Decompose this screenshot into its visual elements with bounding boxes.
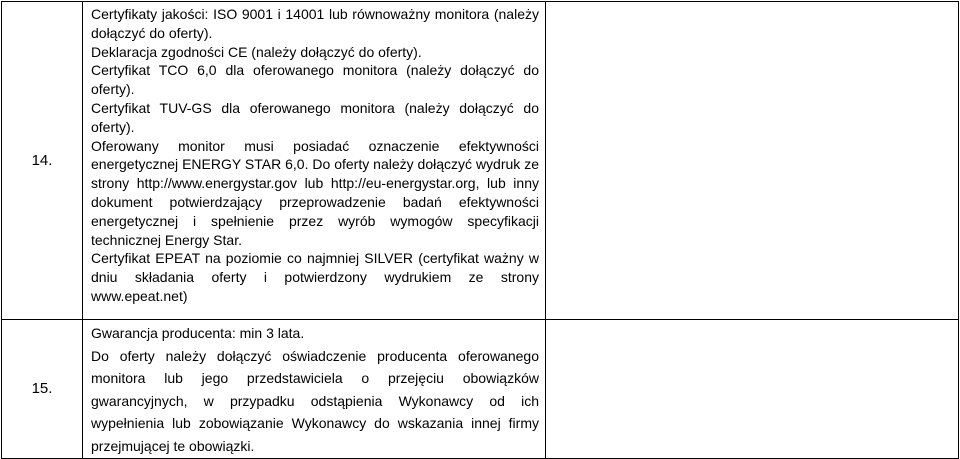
table-row	[2, 320, 959, 459]
requirements-cell	[83, 2, 546, 320]
table-row	[2, 2, 959, 320]
requirements-cell	[83, 320, 546, 459]
specification-table	[1, 1, 959, 459]
ce-declaration-text: Deklaracja zgodności CE (należy dołączyć do oferty).	[91, 43, 422, 60]
offer-cell[interactable]	[546, 2, 959, 320]
row-number: 15.	[2, 320, 83, 459]
tuv-gs-certificate-text: Certyfikat TUV-GS dla oferowanego monitora (należy dołączyć do oferty).	[91, 99, 539, 135]
tco-certificate-text: Certyfikat TCO 6,0 dla oferowanego monitora (należy dołączyć do oferty).	[91, 62, 539, 98]
iso-certificate-text: Certyfikaty jakości: ISO 9001 i 14001 lub równoważny monitora (należy dołączyć do oferty).	[91, 6, 539, 41]
energy-star-text: Oferowany monitor musi posiadać oznaczenie efektywności energetycznej ENERGY STAR 6,0. Do oferty należy dołączyć wydruk ze strony http://www.energystar.gov lub http://eu-energystar.org, lub inny dokument potwierdzający przeprowadzenie badań efektywności energetycznej i spełnienie przez wyrób wymogów specyfikacji technicznej Energy Star.	[91, 137, 539, 248]
offer-cell[interactable]	[546, 320, 959, 459]
warranty-text: Gwarancja producenta: min 3 lata.	[91, 325, 305, 341]
warranty-statement-text: Do oferty należy dołączyć oświadczenie producenta oferowanego monitora lub jego przedstawiciela o przejęciu obowiązków gwarancyjnych, w przypadku odstąpienia Wykonawcy od ich wypełnienia lub zobowiązanie Wykonawcy do wskazania innej firmy przejmującej te obowiązki.	[91, 347, 539, 454]
row-number: 14.	[2, 2, 83, 320]
epeat-certificate-text: Certyfikat EPEAT na poziomie co najmniej SILVER (certyfikat ważny w dniu składania oferty i potwierdzony wydrukiem ze strony www.epeat.net)	[91, 250, 539, 304]
